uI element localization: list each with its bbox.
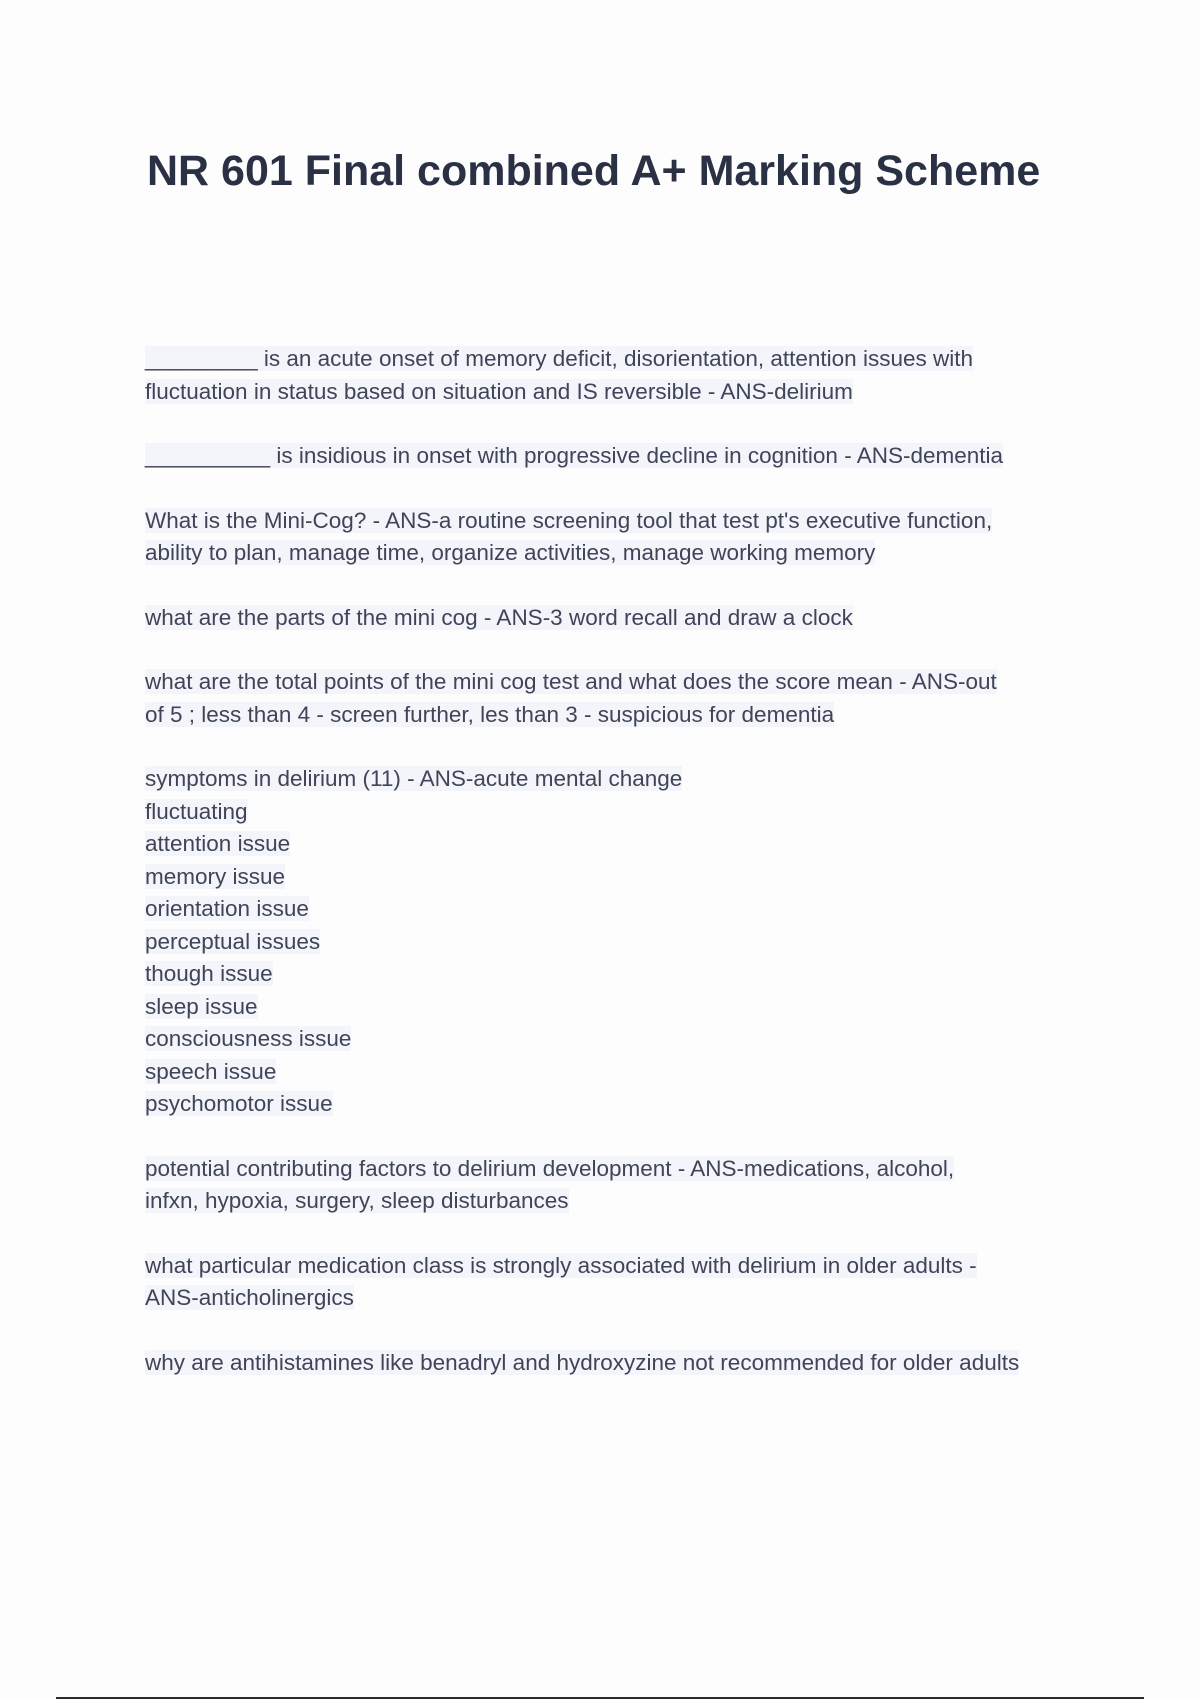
- qa-item-mini-cog-parts: [145, 602, 1095, 635]
- text-line: potential contributing factors to delirium development - ANS-medications, alcohol,: [145, 1155, 955, 1181]
- qa-item-mini-cog: [145, 505, 1095, 570]
- list-item: memory issue: [145, 863, 286, 889]
- list-item: symptoms in delirium (11) - ANS-acute mental change: [145, 766, 683, 791]
- symptoms-list: [145, 763, 1095, 1121]
- list-item: psychomotor issue: [145, 1091, 333, 1116]
- text-line: ability to plan, manage time, organize activities, manage working memory: [145, 540, 876, 565]
- page-title: NR 601 Final combined A+ Marking Scheme: [147, 147, 1041, 195]
- text-line: what are the parts of the mini cog - ANS-3 word recall and draw a clock: [145, 604, 853, 630]
- text-line: ANS-anticholinergics: [145, 1285, 354, 1310]
- list-item: consciousness issue: [145, 1026, 352, 1051]
- document-body: [145, 343, 1095, 1411]
- qa-item-dementia-definition: [145, 440, 1095, 473]
- list-item: orientation issue: [145, 896, 309, 921]
- list-item: perceptual issues: [145, 928, 321, 954]
- text-line: what particular medication class is strongly associated with delirium in older adults -: [145, 1252, 977, 1278]
- qa-item-contributing-factors: [145, 1153, 1095, 1218]
- list-item: though issue: [145, 961, 273, 986]
- qa-item-medication-class: [145, 1250, 1095, 1315]
- list-item: attention issue: [145, 831, 291, 856]
- text-line: What is the Mini-Cog? - ANS-a routine screening tool that test pt's executive function,: [145, 507, 993, 533]
- list-item: fluctuating: [145, 798, 248, 824]
- text-line: why are antihistamines like benadryl and hydroxyzine not recommended for older adults: [145, 1349, 1020, 1375]
- text-line: of 5 ; less than 4 - screen further, les than 3 - suspicious for dementia: [145, 701, 835, 727]
- text-line: __________ is insidious in onset with progressive decline in cognition - ANS-dementia: [145, 443, 1004, 468]
- text-line: _________ is an acute onset of memory deficit, disorientation, attention issues with: [145, 346, 973, 371]
- footer-divider: [56, 1697, 1144, 1699]
- text-line: what are the total points of the mini cog test and what does the score mean - ANS-out: [145, 669, 997, 694]
- qa-item-antihistamines: [145, 1347, 1095, 1380]
- qa-item-mini-cog-score: [145, 666, 1095, 731]
- text-line: fluctuation in status based on situation and IS reversible - ANS-delirium: [145, 378, 853, 404]
- text-line: infxn, hypoxia, surgery, sleep disturbances: [145, 1188, 569, 1213]
- qa-item-delirium-definition: [145, 343, 1095, 408]
- list-item: sleep issue: [145, 993, 258, 1019]
- list-item: speech issue: [145, 1058, 277, 1084]
